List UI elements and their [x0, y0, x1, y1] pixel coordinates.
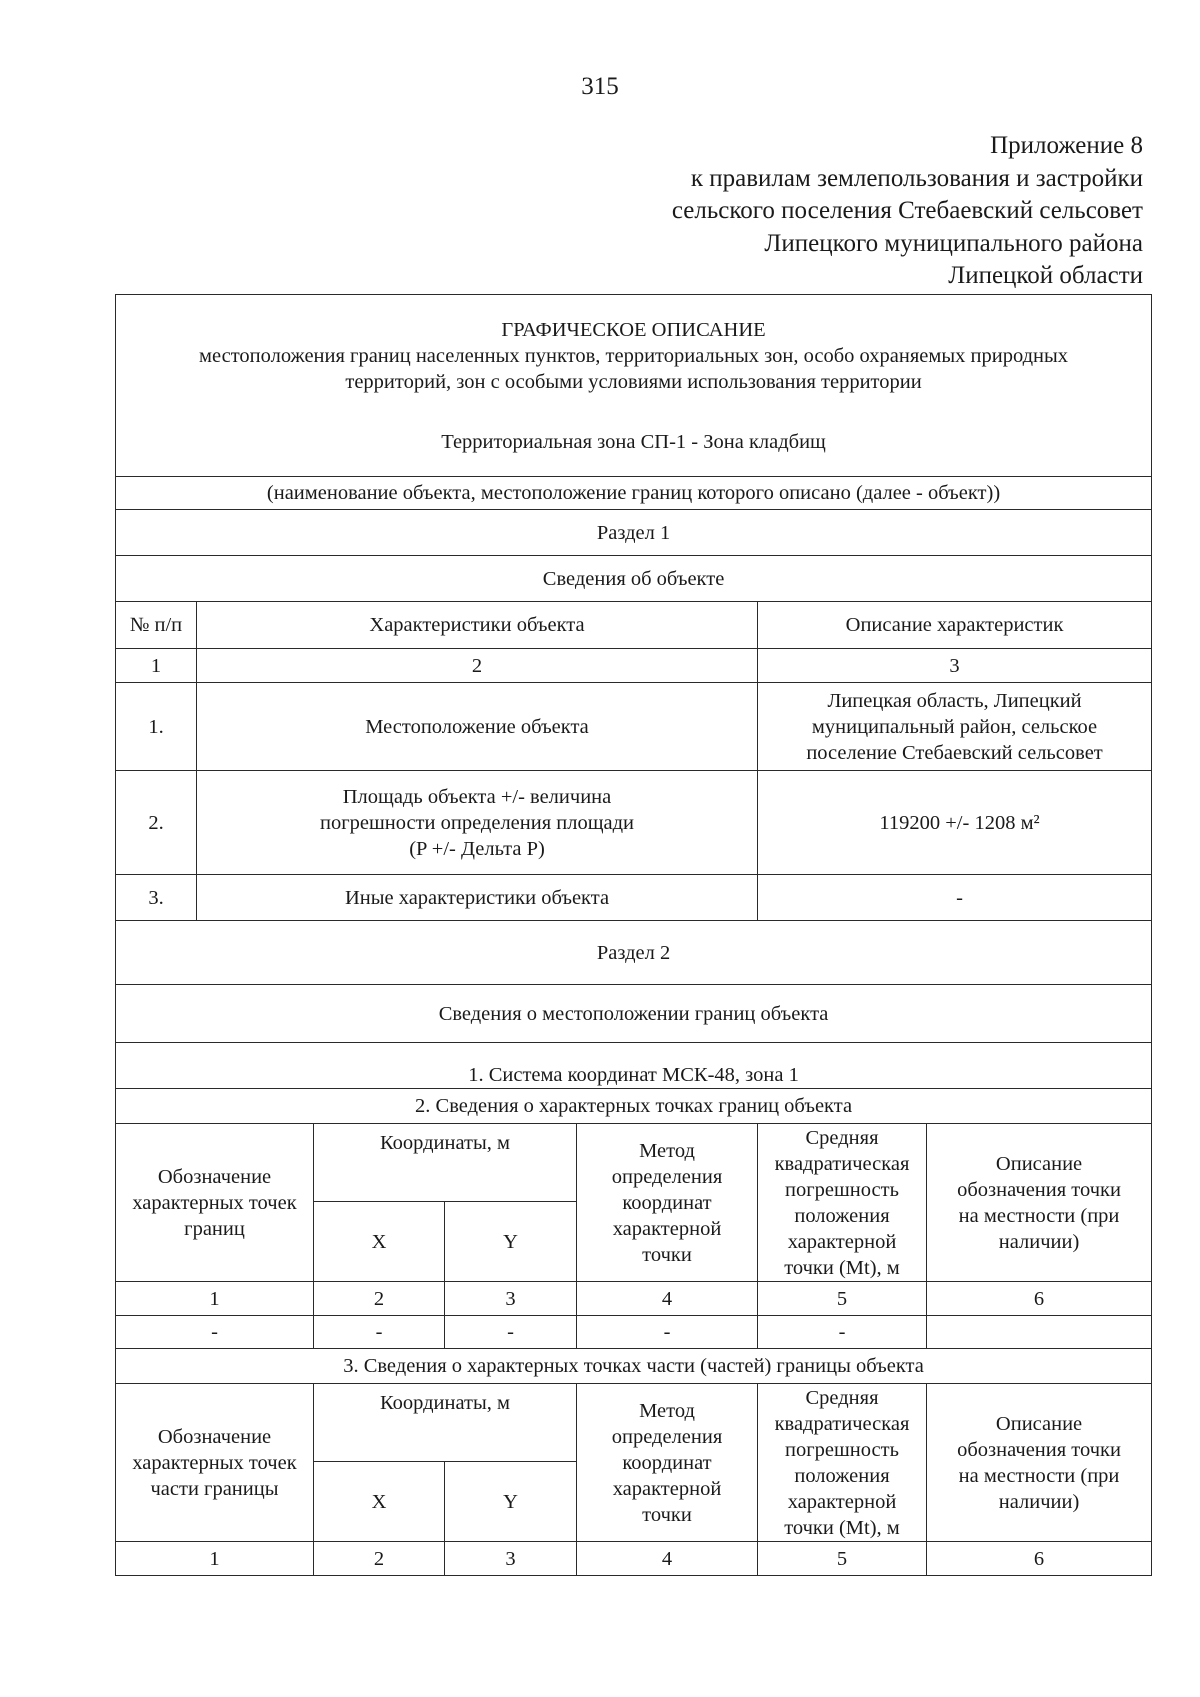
description-cell	[758, 771, 1152, 875]
header-text: наличии)	[998, 1490, 1080, 1513]
description-text: Липецкая область, Липецкий	[827, 689, 1082, 712]
table-cell: -	[577, 1316, 758, 1349]
header-text: точки	[642, 1503, 692, 1526]
header-text: характерной	[787, 1230, 897, 1253]
header-text: Описание	[995, 1412, 1083, 1435]
header-text: обозначения точки	[957, 1438, 1121, 1461]
characteristic-cell	[197, 875, 758, 921]
appendix-line: Липецкой области	[948, 262, 1143, 289]
characteristic-text: погрешности определения площади	[319, 811, 635, 834]
points-section-title: 2. Сведения о характерных точках границ объекта	[116, 1089, 1152, 1124]
appendix-line: Липецкого муниципального района	[764, 229, 1143, 257]
header-text: определения	[611, 1425, 723, 1448]
characteristic-text: Площадь объекта +/- величина	[342, 785, 612, 808]
header-text: на местности (при	[958, 1464, 1120, 1487]
header-text: Средняя	[805, 1386, 879, 1409]
header-text: части границы	[150, 1477, 279, 1500]
column-header-characteristic: Характеристики объекта	[197, 602, 758, 649]
header-text: характерных точек	[132, 1451, 297, 1474]
column-number: 4	[577, 1282, 758, 1316]
characteristic-text: Местоположение объекта	[365, 715, 589, 738]
zone-caption: (наименование объекта, местоположение границ которого описано (далее - объект))	[116, 477, 1152, 510]
document-subtitle: местоположения границ населенных пунктов, территориальных зон, особо охраняемых природных	[199, 344, 1069, 367]
zone-name: Территориальная зона СП-1 - Зона кладбищ	[441, 430, 826, 453]
description-cell	[758, 875, 1152, 921]
description-text: 119200 +/- 1208 м²	[879, 811, 1040, 834]
section1-subtitle: Сведения об объекте	[116, 556, 1152, 602]
header-text: характерной	[612, 1477, 722, 1500]
column-number: 2	[314, 1542, 445, 1576]
row-number: 2.	[116, 771, 197, 875]
x-header: X	[314, 1462, 445, 1542]
table-cell	[927, 1316, 1152, 1349]
header-text: обозначения точки	[957, 1178, 1121, 1201]
header-text: погрешность	[785, 1438, 899, 1461]
characteristic-text: Иные характеристики объекта	[344, 886, 610, 909]
table-cell: -	[758, 1316, 927, 1349]
header-text: координат	[622, 1191, 712, 1214]
header-text: квадратическая	[774, 1412, 910, 1435]
section2-title: Раздел 2	[116, 921, 1152, 985]
header-text: характерной	[612, 1217, 722, 1240]
table-row	[116, 771, 1152, 875]
header-text: наличии)	[998, 1230, 1080, 1253]
y-header: Y	[445, 1462, 577, 1542]
document-header	[116, 295, 1152, 477]
header-text: Обозначение	[157, 1425, 272, 1448]
point-designation-header	[116, 1124, 314, 1282]
header-text: Метод	[639, 1399, 695, 1422]
document-title: ГРАФИЧЕСКОЕ ОПИСАНИЕ	[501, 318, 766, 341]
column-header-description: Описание характеристик	[758, 602, 1152, 649]
section1-title: Раздел 1	[116, 510, 1152, 556]
page-number: 315	[581, 73, 619, 100]
description-text: муниципальный район, сельское	[811, 715, 1098, 738]
appendix-line: Приложение 8	[990, 132, 1143, 159]
column-number: 3	[758, 649, 1152, 683]
column-header-number: № п/п	[116, 602, 197, 649]
table-cell: -	[445, 1316, 577, 1349]
header-text: положения	[794, 1204, 890, 1227]
header-text: квадратическая	[774, 1152, 910, 1175]
header-text: точки (Mt), м	[784, 1256, 900, 1279]
row-number: 3.	[116, 875, 197, 921]
column-number: 2	[197, 649, 758, 683]
appendix-line: к правилам землепользования и застройки	[690, 164, 1143, 192]
characteristic-cell	[197, 683, 758, 771]
column-number: 6	[927, 1282, 1152, 1316]
header-text: на местности (при	[958, 1204, 1120, 1227]
header-text: Средняя	[805, 1126, 879, 1149]
header-text: координат	[622, 1451, 712, 1474]
parts-section-title: 3. Сведения о характерных точках части (частей) границы объекта	[116, 1349, 1152, 1384]
header-text: определения	[611, 1165, 723, 1188]
column-number: 5	[758, 1542, 927, 1576]
column-number: 1	[116, 1542, 314, 1576]
header-text: погрешность	[785, 1178, 899, 1201]
error-header	[758, 1124, 927, 1282]
table-row	[116, 1316, 1152, 1349]
description-cell	[758, 683, 1152, 771]
y-header: Y	[445, 1202, 577, 1282]
table-row	[116, 875, 1152, 921]
section2-subtitle: Сведения о местоположении границ объекта	[116, 985, 1152, 1043]
column-number: 1	[116, 649, 197, 683]
column-number: 5	[758, 1282, 927, 1316]
header-text: границ	[184, 1217, 245, 1240]
row-number: 1.	[116, 683, 197, 771]
error-header	[758, 1384, 927, 1542]
column-number: 3	[445, 1542, 577, 1576]
header-text: Обозначение	[157, 1165, 272, 1188]
column-number: 4	[577, 1542, 758, 1576]
table-cell: -	[116, 1316, 314, 1349]
x-header: X	[314, 1202, 445, 1282]
header-text: положения	[794, 1464, 890, 1487]
column-number: 1	[116, 1282, 314, 1316]
header-text: точки	[642, 1243, 692, 1266]
header-text: характерной	[787, 1490, 897, 1513]
appendix-line: сельского поселения Стебаевский сельсовет	[671, 197, 1143, 224]
description-text: -	[956, 886, 963, 909]
coordinates-header: Координаты, м	[314, 1124, 577, 1202]
table-cell: -	[314, 1316, 445, 1349]
method-header	[577, 1384, 758, 1542]
header-text: точки (Mt), м	[784, 1516, 900, 1539]
characteristic-cell	[197, 771, 758, 875]
column-number: 3	[445, 1282, 577, 1316]
column-number: 2	[314, 1282, 445, 1316]
point-description-header	[927, 1124, 1152, 1282]
graphic-description-table	[115, 294, 1152, 1576]
column-number: 6	[927, 1542, 1152, 1576]
coordinates-header: Координаты, м	[314, 1384, 577, 1462]
header-text: характерных точек	[132, 1191, 297, 1214]
appendix-block	[672, 130, 1143, 293]
header-text: Описание	[995, 1152, 1083, 1175]
coordinate-system: 1. Система координат МСК-48, зона 1	[116, 1043, 1152, 1089]
document-subtitle: территорий, зон с особыми условиями использования территории	[345, 370, 922, 393]
table-row	[116, 683, 1152, 771]
description-text: поселение Стебаевский сельсовет	[806, 741, 1103, 764]
point-description-header	[927, 1384, 1152, 1542]
characteristic-text: (P +/- Дельта P)	[409, 837, 545, 860]
method-header	[577, 1124, 758, 1282]
part-point-designation-header	[116, 1384, 314, 1542]
header-text: Метод	[639, 1139, 695, 1162]
